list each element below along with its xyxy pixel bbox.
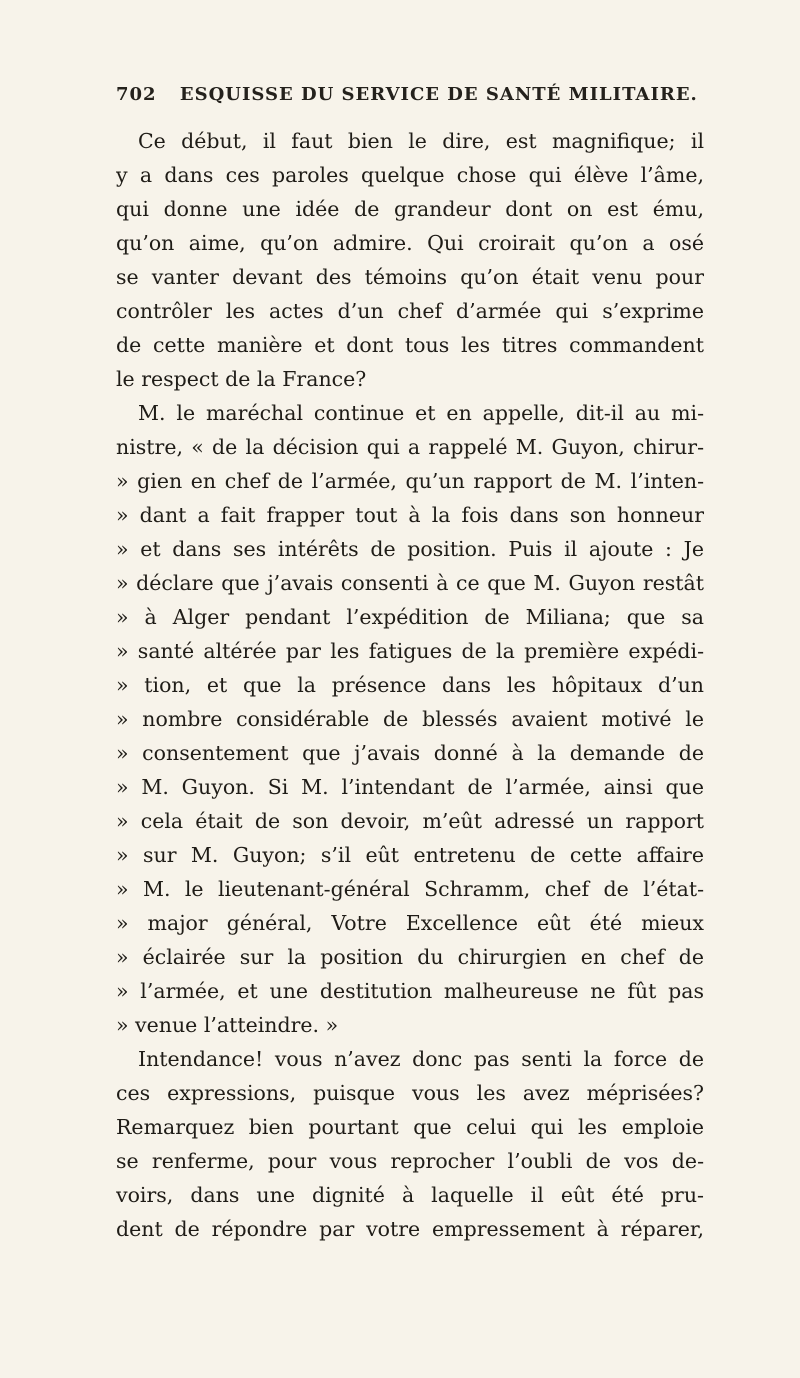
text-line: » nombre considérable de blessés avaient motivé le bbox=[116, 707, 704, 731]
body-text bbox=[116, 124, 704, 1246]
text-line: » tion, et que la présence dans les hôpitaux d’un bbox=[116, 673, 704, 697]
text-line: Intendance! vous n’avez donc pas senti la force de bbox=[138, 1047, 704, 1071]
text-line: contrôler les actes d’un chef d’armée qui s’exprime bbox=[116, 299, 704, 323]
text-line: qui donne une idée de grandeur dont on est ému, bbox=[116, 197, 704, 221]
running-head bbox=[116, 84, 698, 114]
text-line: » santé altérée par les fatigues de la première expédi- bbox=[116, 639, 704, 663]
text-line: » venue l’atteindre. » bbox=[116, 1013, 339, 1037]
text-line: » major général, Votre Excellence eût été mieux bbox=[116, 911, 704, 935]
text-line: se vanter devant des témoins qu’on était venu pour bbox=[116, 265, 704, 289]
text-line: ces expressions, puisque vous les avez méprisées? bbox=[116, 1081, 704, 1105]
running-head-title: ESQUISSE DU SERVICE DE SANTÉ MILITAIRE. bbox=[179, 84, 698, 105]
text-line: voirs, dans une dignité à laquelle il eût été pru- bbox=[116, 1183, 704, 1207]
text-line: Remarquez bien pourtant que celui qui les emploie bbox=[116, 1115, 704, 1139]
text-line: qu’on aime, qu’on admire. Qui croirait qu’on a osé bbox=[116, 231, 704, 255]
text-line: » dant a fait frapper tout à la fois dans son honneur bbox=[116, 503, 704, 527]
text-line: » éclairée sur la position du chirurgien en chef de bbox=[116, 945, 704, 969]
text-line: » l’armée, et une destitution malheureuse ne fût pas bbox=[116, 979, 704, 1003]
text-line: Ce début, il faut bien le dire, est magnifique; il bbox=[138, 129, 704, 153]
text-line: nistre, « de la décision qui a rappelé M. Guyon, chirur- bbox=[116, 435, 704, 459]
page-number: 702 bbox=[116, 84, 157, 105]
text-line: y a dans ces paroles quelque chose qui élève l’âme, bbox=[116, 163, 704, 187]
text-line: » à Alger pendant l’expédition de Miliana; que sa bbox=[116, 605, 704, 629]
text-line: se renferme, pour vous reprocher l’oubli de vos de- bbox=[116, 1149, 704, 1173]
text-line: » déclare que j’avais consenti à ce que M. Guyon restât bbox=[116, 571, 704, 595]
text-line: le respect de la France? bbox=[116, 367, 367, 391]
text-line: » cela était de son devoir, m’eût adressé un rapport bbox=[116, 809, 704, 833]
text-line: de cette manière et dont tous les titres commandent bbox=[116, 333, 704, 357]
text-line: M. le maréchal continue et en appelle, dit-il au mi- bbox=[138, 401, 704, 425]
text-line: » gien en chef de l’armée, qu’un rapport de M. l’inten- bbox=[116, 469, 704, 493]
text-line: dent de répondre par votre empressement à réparer, bbox=[116, 1217, 704, 1241]
text-line: » M. Guyon. Si M. l’intendant de l’armée, ainsi que bbox=[116, 775, 704, 799]
text-line: » sur M. Guyon; s’il eût entretenu de cette affaire bbox=[116, 843, 704, 867]
text-line: » et dans ses intérêts de position. Puis il ajoute : Je bbox=[116, 537, 704, 561]
text-line: » M. le lieutenant-général Schramm, chef de l’état- bbox=[116, 877, 704, 901]
text-line: » consentement que j’avais donné à la demande de bbox=[116, 741, 704, 765]
